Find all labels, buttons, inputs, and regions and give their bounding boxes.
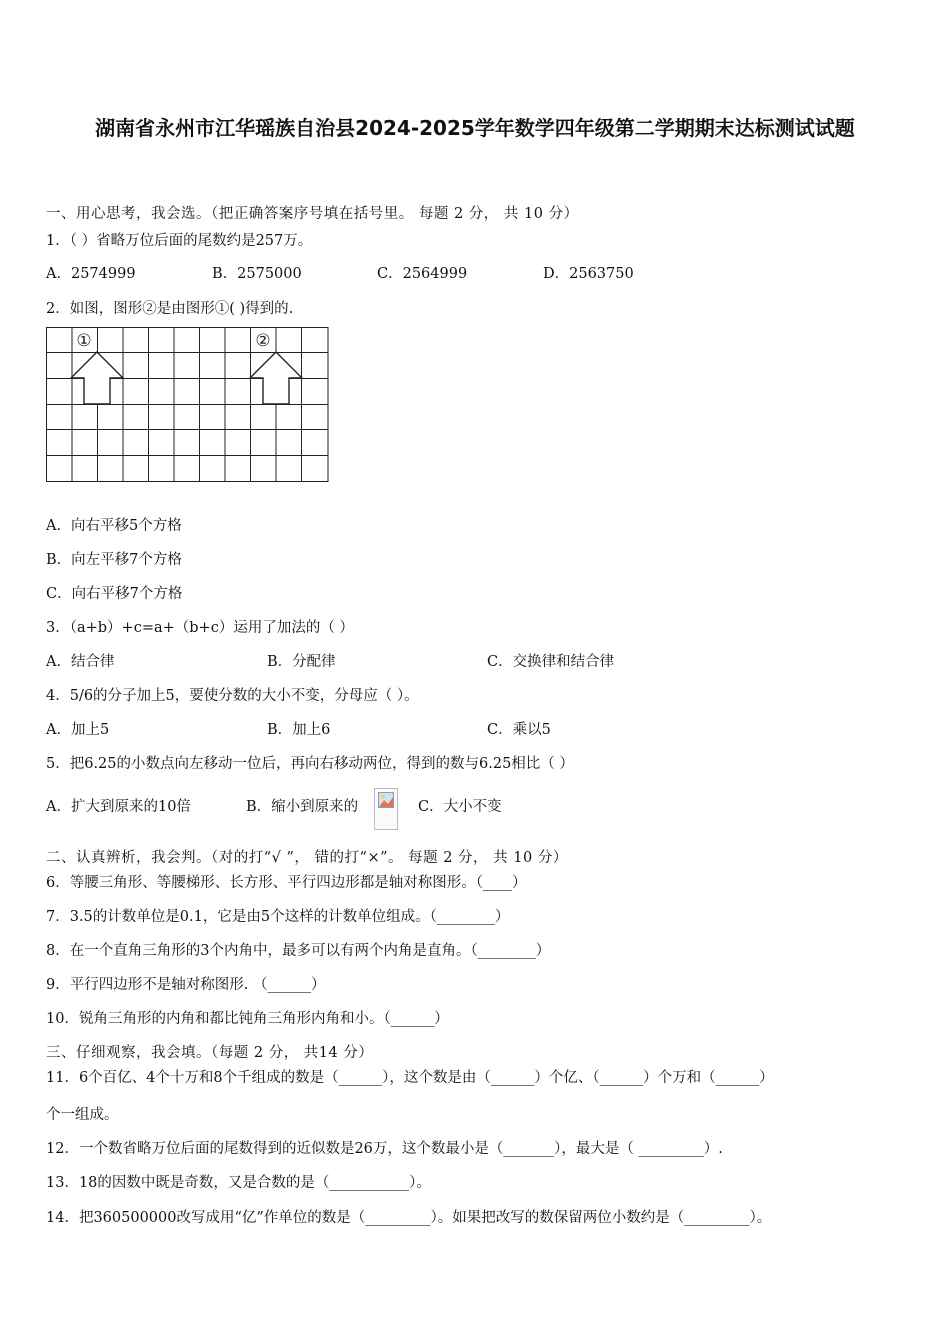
figure-label-1: ①: [76, 331, 92, 351]
question-11-line-1: 11．6个百亿、4个十万和8个千组成的数是（______），这个数是由（______）个亿、（______）个万和（______）: [46, 1070, 774, 1086]
q3-option-c: C．交换律和结合律: [487, 654, 615, 670]
q5-option-c: C．大小不变: [418, 799, 502, 815]
broken-image-icon: [374, 788, 398, 830]
question-11-line-2: 个一组成。: [46, 1107, 119, 1123]
question-9: 9．平行四边形不是轴对称图形. （______）: [46, 977, 326, 993]
question-1-stem: 1．（ ）省略万位后面的尾数约是257万。: [46, 233, 313, 249]
shape-2: [250, 352, 302, 404]
question-7: 7．3.5的计数单位是0.1，它是由5个这样的计数单位组成。（________）: [46, 909, 510, 925]
question-13: 13．18的因数中既是奇数，又是合数的是（___________）。: [46, 1175, 431, 1191]
shape-1: [71, 352, 123, 404]
grid-svg: [46, 327, 330, 483]
q2-option-a: A．向右平移5个方格: [46, 518, 182, 534]
q3-option-b: B．分配律: [267, 654, 336, 670]
page-title: 湖南省永州市江华瑶族自治县2024-2025学年数学四年级第二学期期末达标测试试题: [95, 116, 855, 140]
question-2-stem: 2．如图，图形②是由图形①( )得到的.: [46, 301, 294, 317]
q4-option-c: C．乘以5: [487, 722, 551, 738]
q4-option-a: A．加上5: [46, 722, 110, 738]
q2-option-b: B．向左平移7个方格: [46, 552, 182, 568]
question-5-stem: 5．把6.25的小数点向左移动一位后，再向右移动两位，得到的数与6.25相比（ ）: [46, 756, 574, 772]
section-2-heading: 二、认真辨析，我会判。（对的打“√ ”， 错的打“×”。 每题 2 分， 共 10 分）: [46, 850, 568, 866]
question-3-stem: 3．（a+b）+c=a+（b+c）运用了加法的（ ）: [46, 620, 354, 636]
question-8: 8．在一个直角三角形的3个内角中，最多可以有两个内角是直角。（________）: [46, 943, 551, 959]
q1-option-b: B．2575000: [212, 266, 302, 282]
q5-option-a: A．扩大到原来的10倍: [46, 799, 191, 815]
question-6: 6．等腰三角形、等腰梯形、长方形、平行四边形都是轴对称图形。（____）: [46, 875, 527, 891]
q1-option-c: C．2564999: [377, 266, 468, 282]
question-12: 12．一个数省略万位后面的尾数得到的近似数是26万，这个数最小是（_______），最大是（ _________）.: [46, 1141, 723, 1157]
image-placeholder-icon: [378, 792, 394, 808]
q5-option-b: B．缩小到原来的: [246, 799, 359, 815]
q1-option-a: A．2574999: [46, 266, 136, 282]
question-4-stem: 4．5/6的分子加上5，要使分数的大小不变，分母应（ ）。: [46, 688, 419, 704]
section-3-heading: 三、仔细观察，我会填。（每题 2 分， 共14 分）: [46, 1045, 374, 1061]
question-10: 10．锐角三角形的内角和都比钝角三角形内角和小。（______）: [46, 1011, 449, 1027]
figure-label-2: ②: [255, 331, 271, 351]
q3-option-a: A．结合律: [46, 654, 115, 670]
q2-option-c: C．向右平移7个方格: [46, 586, 183, 602]
question-14: 14．把360500000改写成用“亿”作单位的数是（_________）。如果把改写的数保留两位小数约是（_________）。: [46, 1210, 772, 1226]
q4-option-b: B．加上6: [267, 722, 331, 738]
q1-option-d: D．2563750: [543, 266, 634, 282]
translation-grid-figure: [46, 327, 330, 487]
section-1-heading: 一、用心思考，我会选。（把正确答案序号填在括号里。 每题 2 分， 共 10 分）: [46, 206, 579, 222]
